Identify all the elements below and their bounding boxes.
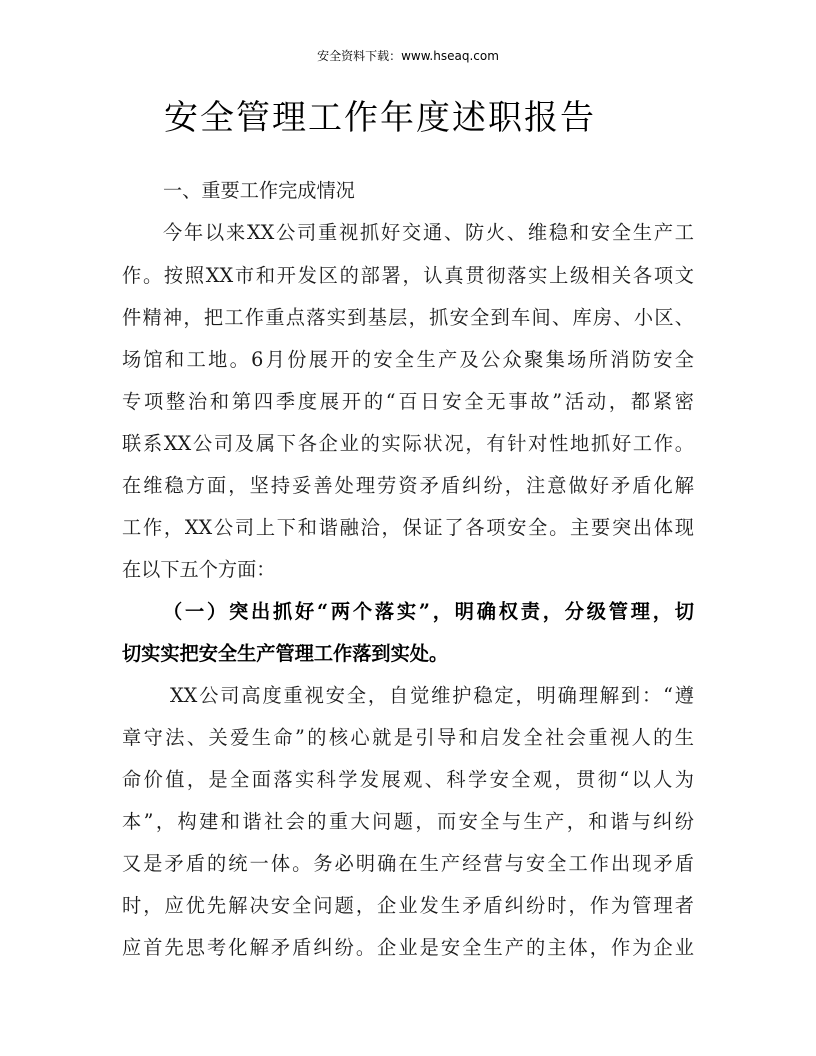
paragraph-line: 又是矛盾的统一体。务必明确在生产经营与安全工作出现矛盾 <box>122 852 694 875</box>
paragraph-line: 本”，构建和谐社会的重大问题，而安全与生产，和谐与纠纷 <box>122 810 694 833</box>
paragraph-line: 工作，XX公司上下和谐融洽，保证了各项安全。主要突出体现 <box>122 516 694 539</box>
paragraph-line: 章守法、关爱生命”的核心就是引导和启发全社会重视人的生 <box>122 726 694 749</box>
subsection-heading-line: （一）突出抓好“两个落实”，明确权责，分级管理，切 <box>163 600 694 623</box>
paragraph-line: 联系XX公司及属下各企业的实际状况，有针对性地抓好工作。 <box>122 432 694 455</box>
paragraph-line: 在维稳方面，坚持妥善处理劳资矛盾纠纷，注意做好矛盾化解 <box>122 474 694 497</box>
paragraph-line: 场馆和工地。6月份展开的安全生产及公众聚集场所消防安全 <box>122 348 694 371</box>
section-heading: 一、重要工作完成情况 <box>163 179 355 202</box>
paragraph-line: 应首先思考化解矛盾纠纷。企业是安全生产的主体，作为企业 <box>122 936 694 959</box>
paragraph-line: 件精神，把工作重点落实到基层，抓安全到车间、库房、小区、 <box>122 306 694 329</box>
paragraph-line: 今年以来XX公司重视抓好交通、防火、维稳和安全生产工 <box>163 221 694 244</box>
paragraph-line: 时，应优先解决安全问题，企业发生矛盾纠纷时，作为管理者 <box>122 894 694 917</box>
paragraph-line: 命价值，是全面落实科学发展观、科学安全观，贯彻“以人为 <box>122 768 694 791</box>
paragraph-line: 在以下五个方面： <box>122 558 276 581</box>
paragraph-line: XX公司高度重视安全，自觉维护稳定，明确理解到：“遵 <box>170 684 694 707</box>
subsection-heading-line: 切实实把安全生产管理工作落到实处。 <box>122 642 449 665</box>
download-header: 安全资料下载：www.hseaq.com <box>317 49 499 63</box>
paragraph-line: 专项整治和第四季度展开的“百日安全无事故”活动，都紧密 <box>122 390 694 413</box>
paragraph-line: 作。按照XX市和开发区的部署，认真贯彻落实上级相关各项文 <box>122 264 694 287</box>
document-title-text: 安全管理工作年度述职报告 <box>164 98 596 138</box>
document-title <box>0 95 760 141</box>
